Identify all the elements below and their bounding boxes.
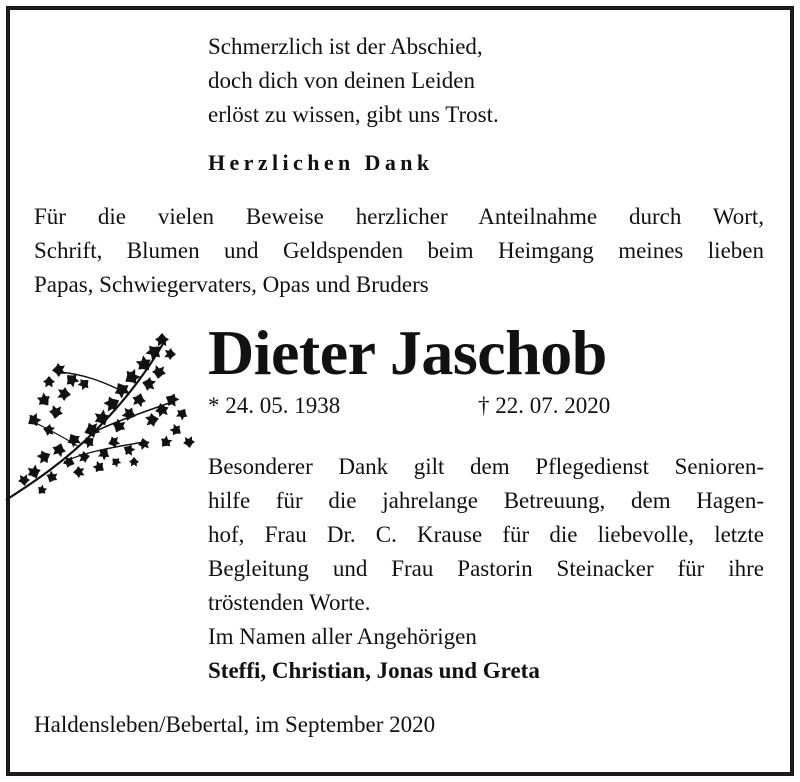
ivy-branch-icon [4, 322, 204, 504]
ivy-leaf-icon [144, 412, 160, 428]
ivy-leaf-icon [43, 376, 55, 388]
ivy-leaf-icon [52, 363, 66, 378]
ivy-leaf-icon [25, 464, 43, 482]
ivy-leaf-icon [24, 411, 43, 430]
ivy-leaf-icon [42, 423, 56, 437]
ivy-leaf-icon [62, 454, 77, 469]
thanks-paragraph [34, 200, 764, 302]
signoff-intro: Im Namen aller Angehörigen [208, 624, 477, 649]
ivy-leaf-icon [111, 379, 133, 400]
ivy-leaf-icon [50, 441, 67, 458]
intro-verse [208, 30, 499, 132]
ivy-leaf-icon [137, 437, 151, 451]
ivy-leaf-icon [163, 391, 181, 410]
ivy-leaf-icon [73, 466, 85, 478]
ivy-leaf-icon [151, 365, 167, 380]
paragraph-line: Besonderer Dank gilt dem Pflegedienst Senioren- [208, 454, 764, 479]
ivy-leaf-icon [129, 457, 139, 467]
special-thanks-paragraph [208, 450, 764, 620]
ivy-leaf-icon [168, 422, 184, 438]
birth-date: * 24. 05. 1938 [208, 393, 341, 418]
ivy-leaf-icon [141, 376, 157, 392]
ivy-leaf-icon [35, 391, 54, 410]
paragraph-line: Schrift, Blumen und Geldspenden beim Heimgang meines lieben [34, 238, 764, 263]
ivy-leaf-icon [121, 366, 143, 388]
verse-line: erlöst zu wissen, gibt uns Trost. [208, 102, 499, 127]
signoff [208, 620, 540, 688]
paragraph-line: hilfe für die jahrelange Betreuung, dem Hagen- [208, 488, 764, 513]
ivy-leaf-icon [182, 436, 195, 449]
deceased-name: Dieter Jaschob [208, 317, 607, 388]
ivy-leaf-icon [78, 450, 91, 464]
paragraph-line: hof, Frau Dr. C. Krause für die liebevolle, letzte [208, 522, 764, 547]
ivy-leaf-icon [164, 348, 176, 361]
ivy-leaf-icon [91, 459, 107, 475]
paragraph-line: Papas, Schwiegervaters, Opas und Bruders [34, 272, 429, 297]
mourner-names: Steffi, Christian, Jonas und Greta [208, 658, 540, 683]
thanks-heading: Herzlichen Dank [208, 150, 434, 175]
ivy-leaf-icon [35, 483, 49, 497]
ivy-leaf-icon [35, 448, 53, 466]
ivy-leaf-icon [109, 455, 123, 469]
verse-line: doch dich von deinen Leiden [208, 68, 475, 93]
ivy-leaf-icon [57, 386, 71, 401]
place-date: Haldensleben/Bebertal, im September 2020 [34, 712, 436, 737]
ivy-leaf-icon [110, 417, 128, 435]
ivy-leaf-icon [48, 405, 64, 420]
paragraph-line: Begleitung und Frau Pastorin Steinacker für ihre [208, 556, 764, 581]
ivy-leaf-icon [174, 406, 190, 422]
verse-line: Schmerzlich ist der Abschied, [208, 34, 483, 59]
ivy-leaf-icon [158, 434, 175, 450]
paragraph-line: tröstenden Worte. [208, 590, 371, 615]
paragraph-line: Für die vielen Beweise herzlicher Anteilnahme durch Wort, [34, 204, 764, 229]
death-date: † 22. 07. 2020 [478, 393, 611, 418]
ivy-leaf-icon [131, 391, 148, 408]
